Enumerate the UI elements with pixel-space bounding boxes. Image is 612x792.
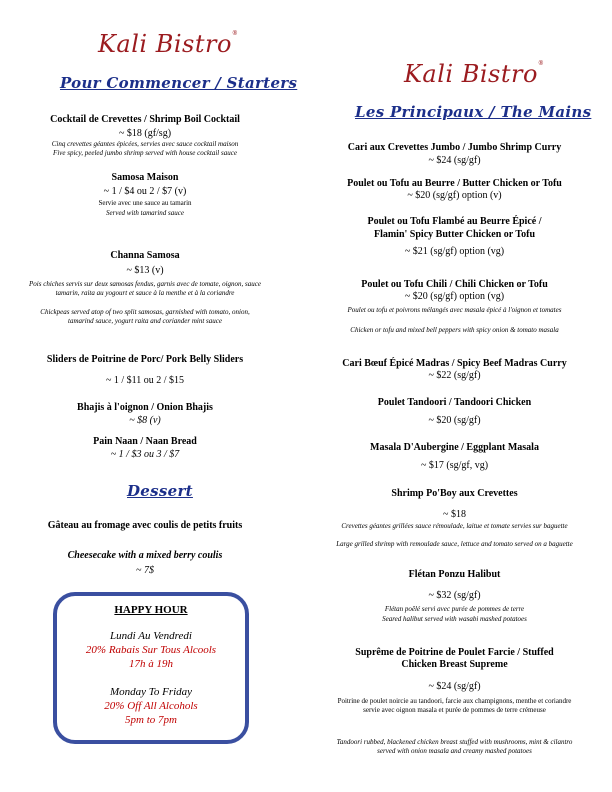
main-4-desc-fr: Poulet ou tofu et poivrons mélangés avec masala épicé à l'oignon et tomates (347, 306, 562, 314)
main-8-desc-fr: Crevettes géantes grillées sauce rémoulade, laitue et tomate servies sur baguette (341, 522, 568, 530)
main-7-price: ~ $17 (sg/gf, vg) (420, 460, 489, 471)
starter-2-desc-fr: Servie avec une sauce au tamarin (98, 199, 192, 207)
starter-3-price: ~ $13 (v) (126, 265, 164, 276)
main-8-desc-en: Large grilled shrimp with remoulade sauce, lettuce and tomato served on a baguette (336, 540, 573, 548)
mains-title: Les Principaux / The Mains (355, 103, 592, 121)
main-9-desc-en: Seared halibut served with wasabi mashed potatoes (382, 615, 527, 623)
starter-1-desc-en: Five spicy, peeled jumbo shrimp served with house cocktail sauce (53, 149, 237, 157)
starter-5-name: Bhajis à l'oignon / Onion Bhajis (77, 402, 213, 413)
main-2-name: Poulet ou Tofu au Beurre / Butter Chicken or Tofu (347, 178, 562, 189)
starter-3-desc-en: Chickpeas served atop of two split samosas, garnished with tomato, onion, tamarind sauce, yogurt raita and coriander mint sauce (40, 308, 250, 325)
starter-1-name: Cocktail de Crevettes / Shrimp Boil Cocktail (50, 114, 240, 125)
happy-hour-fr-time: 17h à 19h (129, 658, 173, 670)
main-10-name: Suprême de Poitrine de Poulet Farcie / Stuffed (355, 647, 554, 658)
main-9-price: ~ $32 (sg/gf) (428, 590, 481, 601)
main-7-name: Masala D'Aubergine / Eggplant Masala (370, 442, 539, 453)
main-5-price: ~ $22 (sg/gf) (428, 370, 481, 381)
main-4-price: ~ $20 (sg/gf) option (vg) (404, 291, 505, 302)
happy-hour-en-days: Monday To Friday (109, 686, 193, 698)
main-9-name: Flétan Ponzu Halibut (408, 569, 501, 580)
left-logo: Kali Bistro® (98, 30, 239, 58)
starter-4-price: ~ 1 / $11 ou 2 / $15 (105, 375, 185, 386)
starter-4-name: Sliders de Poitrine de Porc/ Pork Belly Sliders (46, 354, 244, 365)
main-3-name: Poulet ou Tofu Flambé au Beurre Épicé / (367, 216, 542, 227)
dessert-name-en: Cheesecake with a mixed berry coulis (67, 550, 223, 561)
main-4-name: Poulet ou Tofu Chili / Chili Chicken or Tofu (361, 279, 548, 290)
starter-3-desc-fr: Pois chiches servis sur deux samosas fendus, garnis avec de tomate, oignon, sauce tamarin, raita au yogourt et sauce à la menthe et à la coriandre (29, 280, 261, 297)
starter-2-desc-en: Served with tamarind sauce (106, 209, 184, 217)
main-1-name: Cari aux Crevettes Jumbo / Jumbo Shrimp Curry (347, 142, 562, 153)
starter-1-price: ~ $18 (gf/sg) (118, 128, 172, 139)
happy-hour-fr-offer: 20% Rabais Sur Tous Alcools (85, 644, 217, 656)
starter-6-name: Pain Naan / Naan Bread (93, 436, 197, 447)
right-logo: Kali Bistro® (404, 60, 545, 88)
main-8-price: ~ $18 (443, 509, 466, 520)
dessert-name-fr: Gâteau au fromage avec coulis de petits fruits (47, 520, 243, 531)
main-4-desc-en: Chicken or tofu and mixed bell peppers with spicy onion & tomato masala (350, 326, 559, 334)
starter-5-price: ~ $8 (v) (129, 415, 161, 426)
main-10-price: ~ $24 (sg/gf) (428, 681, 481, 692)
starters-title: Pour Commencer / Starters (60, 74, 298, 92)
dessert-title: Dessert (127, 482, 193, 500)
main-10-desc-en: Tandoori rubbed, blackened chicken breast stuffed with mushrooms, mint & cilantro served with onion masala and creamy mashed potatoes (336, 738, 573, 755)
starter-6-price: ~ 1 / $3 ou 3 / $7 (110, 449, 180, 460)
main-10-name-2: Chicken Breast Supreme (401, 659, 508, 670)
main-6-name: Poulet Tandoori / Tandoori Chicken (377, 397, 532, 408)
main-3-price: ~ $21 (sg/gf) option (vg) (404, 246, 505, 257)
happy-hour-fr-days: Lundi Au Vendredi (110, 630, 192, 642)
main-9-desc-fr: Flétan poêlé servi avec purée de pommes de terre (384, 605, 525, 613)
main-5-name: Cari Bœuf Épicé Madras / Spicy Beef Madras Curry (342, 358, 567, 369)
starter-3-name: Channa Samosa (110, 250, 180, 261)
starter-2-price: ~ 1 / $4 ou 2 / $7 (v) (103, 186, 187, 197)
happy-hour-en-time: 5pm to 7pm (125, 714, 177, 726)
main-2-price: ~ $20 (sg/gf) option (v) (407, 190, 502, 201)
happy-hour-en-offer: 20% Off All Alcohols (104, 700, 198, 712)
main-8-name: Shrimp Po'Boy aux Crevettes (391, 488, 518, 499)
dessert-price: ~ 7$ (136, 565, 154, 576)
happy-hour-title: HAPPY HOUR (114, 604, 188, 616)
happy-hour-box (53, 592, 249, 744)
starter-2-name: Samosa Maison (111, 172, 179, 183)
starter-1-desc-fr: Cinq crevettes géantes épicées, servies avec sauce cocktail maison (51, 140, 239, 148)
main-3-name-2: Flamin' Spicy Butter Chicken or Tofu (373, 229, 536, 240)
main-10-desc-fr: Poitrine de poulet noircie au tandoori, farcie aux champignons, menthe et coriandre servie avec oignon masala et purée de pommes de terre crémeuse (337, 697, 572, 714)
main-6-price: ~ $20 (sg/gf) (428, 415, 481, 426)
main-1-price: ~ $24 (sg/gf) (428, 155, 481, 166)
